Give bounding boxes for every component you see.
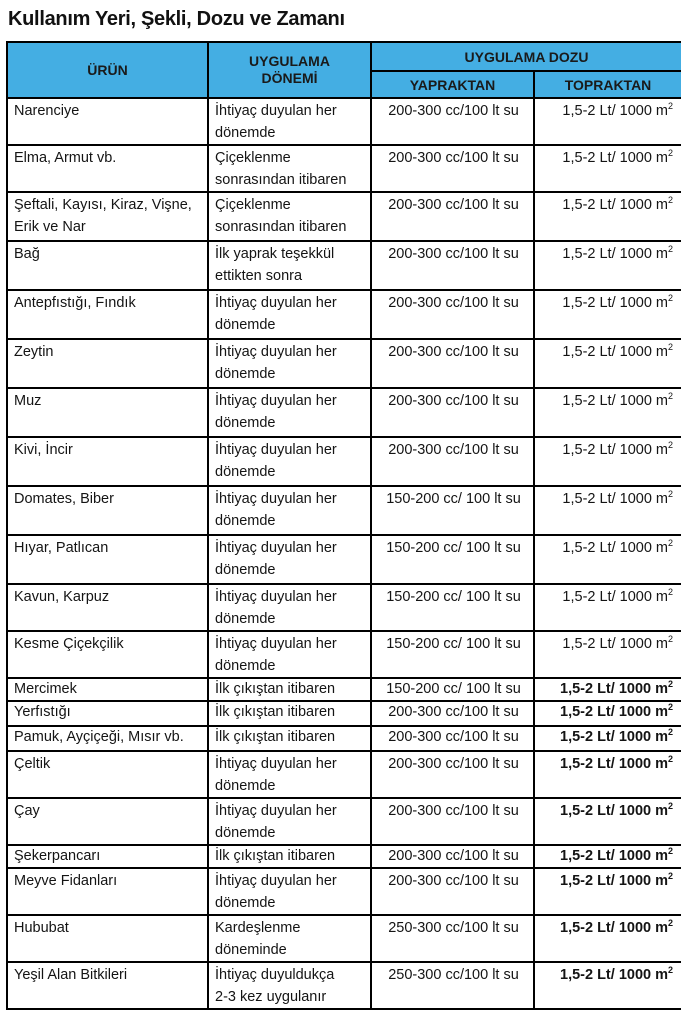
cell-soil	[534, 631, 681, 678]
table-row	[7, 631, 681, 678]
soil-dose: 1,5-2 Lt/ 1000 m	[562, 393, 668, 409]
period-line2: dönemde	[215, 513, 276, 529]
soil-unit-exponent: 2	[668, 342, 674, 353]
cell-foliar	[371, 798, 534, 845]
table-body	[7, 98, 681, 1009]
cell-soil	[534, 535, 681, 584]
cell-period	[208, 145, 371, 192]
cell-foliar	[371, 584, 534, 631]
foliar-dose: 150-200 cc/ 100 lt su	[386, 491, 521, 507]
foliar-dose: 200-300 cc/100 lt su	[388, 848, 519, 864]
period-line1: İhtiyaç duyulan her	[215, 589, 337, 605]
cell-foliar	[371, 701, 534, 726]
period-line1: İhtiyaç duyuldukça	[215, 967, 335, 983]
period-line1: İhtiyaç duyulan her	[215, 442, 337, 458]
cell-soil	[534, 678, 681, 701]
cell-soil	[534, 98, 681, 145]
soil-unit-exponent: 2	[668, 965, 674, 976]
cell-period	[208, 798, 371, 845]
product-name: Çeltik	[14, 756, 51, 772]
cell-foliar	[371, 241, 534, 290]
period-line2: dönemde	[215, 125, 276, 141]
soil-unit-exponent: 2	[668, 918, 674, 929]
product-name: Yerfıstığı	[14, 704, 71, 720]
product-name: Narenciye	[14, 103, 80, 119]
cell-period	[208, 437, 371, 486]
cell-soil	[534, 962, 681, 1009]
soil-dose: 1,5-2 Lt/ 1000 m	[562, 344, 668, 360]
period-line2: dönemde	[215, 895, 276, 911]
soil-dose: 1,5-2 Lt/ 1000 m	[562, 589, 668, 605]
cell-foliar	[371, 678, 534, 701]
period-line1: İlk çıkıştan itibaren	[215, 681, 336, 697]
period-line1: İhtiyaç duyulan her	[215, 803, 337, 819]
period-line1: İhtiyaç duyulan her	[215, 756, 337, 772]
cell-period	[208, 241, 371, 290]
cell-product	[7, 486, 208, 535]
cell-soil	[534, 241, 681, 290]
soil-unit-exponent: 2	[668, 195, 674, 206]
product-name: Elma, Armut vb.	[14, 150, 117, 166]
cell-product	[7, 437, 208, 486]
cell-period	[208, 701, 371, 726]
foliar-dose: 200-300 cc/100 lt su	[388, 704, 519, 720]
table-row	[7, 98, 681, 145]
soil-unit-exponent: 2	[668, 440, 674, 451]
period-line1: İlk çıkıştan itibaren	[215, 848, 336, 864]
cell-foliar	[371, 486, 534, 535]
soil-dose: 1,5-2 Lt/ 1000 m	[560, 729, 668, 745]
soil-dose: 1,5-2 Lt/ 1000 m	[562, 150, 668, 166]
period-line1: İhtiyaç duyulan her	[215, 491, 337, 507]
table-row	[7, 678, 681, 701]
foliar-dose: 150-200 cc/ 100 lt su	[386, 589, 521, 605]
cell-period	[208, 290, 371, 339]
cell-soil	[534, 290, 681, 339]
period-line1: İhtiyaç duyulan her	[215, 393, 337, 409]
foliar-dose: 200-300 cc/100 lt su	[388, 150, 519, 166]
table-row	[7, 192, 681, 241]
period-line1: İhtiyaç duyulan her	[215, 103, 337, 119]
period-line1: Çiçeklenme	[215, 197, 291, 213]
cell-product	[7, 290, 208, 339]
cell-soil	[534, 339, 681, 388]
cell-foliar	[371, 437, 534, 486]
product-name: Şeftali, Kayısı, Kiraz, Vişne,	[14, 197, 192, 213]
product-name: Meyve Fidanları	[14, 873, 118, 889]
period-line1: İlk çıkıştan itibaren	[215, 704, 336, 720]
cell-soil	[534, 868, 681, 915]
foliar-dose: 250-300 cc/100 lt su	[388, 920, 519, 936]
soil-dose: 1,5-2 Lt/ 1000 m	[562, 197, 668, 213]
cell-product	[7, 798, 208, 845]
header-foliar: YAPRAKTAN	[371, 71, 534, 98]
period-line2: dönemde	[215, 562, 276, 578]
table-row	[7, 535, 681, 584]
soil-unit-exponent: 2	[668, 293, 674, 304]
cell-period	[208, 845, 371, 868]
cell-foliar	[371, 868, 534, 915]
cell-period	[208, 388, 371, 437]
product-name: Hıyar, Patlıcan	[14, 540, 109, 556]
cell-soil	[534, 751, 681, 798]
product-name: Bağ	[14, 246, 40, 262]
cell-foliar	[371, 388, 534, 437]
cell-product	[7, 339, 208, 388]
table-row	[7, 962, 681, 1009]
cell-foliar	[371, 845, 534, 868]
foliar-dose: 200-300 cc/100 lt su	[388, 442, 519, 458]
cell-soil	[534, 584, 681, 631]
header-product: ÜRÜN	[7, 42, 208, 98]
soil-unit-exponent: 2	[668, 727, 674, 738]
soil-unit-exponent: 2	[668, 871, 674, 882]
page-title: Kullanım Yeri, Şekli, Dozu ve Zamanı	[8, 8, 345, 30]
header-dose: UYGULAMA DOZU	[371, 42, 681, 71]
cell-period	[208, 678, 371, 701]
cell-foliar	[371, 192, 534, 241]
foliar-dose: 200-300 cc/100 lt su	[388, 873, 519, 889]
soil-dose: 1,5-2 Lt/ 1000 m	[560, 920, 668, 936]
cell-foliar	[371, 290, 534, 339]
soil-dose: 1,5-2 Lt/ 1000 m	[560, 873, 668, 889]
foliar-dose: 200-300 cc/100 lt su	[388, 295, 519, 311]
period-line2: dönemde	[215, 415, 276, 431]
table-row	[7, 868, 681, 915]
foliar-dose: 200-300 cc/100 lt su	[388, 103, 519, 119]
cell-product	[7, 915, 208, 962]
product-name: Kavun, Karpuz	[14, 589, 110, 605]
period-line1: İhtiyaç duyulan her	[215, 295, 337, 311]
table-row	[7, 145, 681, 192]
period-line2: dönemde	[215, 611, 276, 627]
header-soil: TOPRAKTAN	[534, 71, 681, 98]
product-name: Antepfıstığı, Fındık	[14, 295, 136, 311]
soil-dose: 1,5-2 Lt/ 1000 m	[562, 491, 668, 507]
cell-product	[7, 726, 208, 751]
product-name: Domates, Biber	[14, 491, 114, 507]
cell-period	[208, 631, 371, 678]
foliar-dose: 250-300 cc/100 lt su	[388, 967, 519, 983]
cell-period	[208, 868, 371, 915]
product-name: Mercimek	[14, 681, 77, 697]
product-name-line2: Erik ve Nar	[14, 219, 86, 235]
period-line2: dönemde	[215, 317, 276, 333]
product-name: Zeytin	[14, 344, 54, 360]
foliar-dose: 150-200 cc/ 100 lt su	[386, 636, 521, 652]
cell-product	[7, 701, 208, 726]
table-row	[7, 241, 681, 290]
period-line2: dönemde	[215, 366, 276, 382]
foliar-dose: 200-300 cc/100 lt su	[388, 803, 519, 819]
dosage-table	[6, 41, 681, 1010]
soil-unit-exponent: 2	[668, 148, 674, 159]
foliar-dose: 150-200 cc/ 100 lt su	[386, 540, 521, 556]
table-row	[7, 726, 681, 751]
soil-dose: 1,5-2 Lt/ 1000 m	[560, 848, 668, 864]
cell-soil	[534, 701, 681, 726]
product-name: Kivi, İncir	[14, 442, 73, 458]
product-name: Yeşil Alan Bitkileri	[14, 967, 128, 983]
foliar-dose: 200-300 cc/100 lt su	[388, 729, 519, 745]
cell-product	[7, 388, 208, 437]
period-line2: dönemde	[215, 464, 276, 480]
cell-period	[208, 751, 371, 798]
period-line2: döneminde	[215, 942, 287, 958]
product-name: Kesme Çiçekçilik	[14, 636, 124, 652]
table-row	[7, 798, 681, 845]
soil-dose: 1,5-2 Lt/ 1000 m	[560, 704, 668, 720]
foliar-dose: 200-300 cc/100 lt su	[388, 246, 519, 262]
soil-dose: 1,5-2 Lt/ 1000 m	[560, 967, 668, 983]
product-name: Muz	[14, 393, 42, 409]
soil-dose: 1,5-2 Lt/ 1000 m	[562, 540, 668, 556]
cell-period	[208, 915, 371, 962]
soil-unit-exponent: 2	[668, 489, 674, 500]
cell-product	[7, 98, 208, 145]
cell-soil	[534, 437, 681, 486]
foliar-dose: 200-300 cc/100 lt su	[388, 344, 519, 360]
table-row	[7, 486, 681, 535]
soil-dose: 1,5-2 Lt/ 1000 m	[562, 636, 668, 652]
soil-dose: 1,5-2 Lt/ 1000 m	[562, 246, 668, 262]
period-line2: 2-3 kez uygulanır	[215, 989, 327, 1005]
cell-soil	[534, 915, 681, 962]
period-line1: İlk çıkıştan itibaren	[215, 729, 336, 745]
cell-period	[208, 339, 371, 388]
cell-soil	[534, 388, 681, 437]
product-name: Hububat	[14, 920, 69, 936]
cell-soil	[534, 726, 681, 751]
product-name: Şekerpancarı	[14, 848, 101, 864]
cell-period	[208, 535, 371, 584]
soil-unit-exponent: 2	[668, 538, 674, 549]
cell-soil	[534, 798, 681, 845]
soil-unit-exponent: 2	[668, 391, 674, 402]
soil-unit-exponent: 2	[668, 801, 674, 812]
cell-soil	[534, 192, 681, 241]
period-line1: Çiçeklenme	[215, 150, 291, 166]
soil-unit-exponent: 2	[668, 679, 674, 690]
cell-product	[7, 145, 208, 192]
foliar-dose: 200-300 cc/100 lt su	[388, 197, 519, 213]
cell-foliar	[371, 339, 534, 388]
table-row	[7, 437, 681, 486]
cell-product	[7, 868, 208, 915]
table-row	[7, 845, 681, 868]
table-row	[7, 751, 681, 798]
table-row	[7, 584, 681, 631]
soil-unit-exponent: 2	[668, 587, 674, 598]
soil-dose: 1,5-2 Lt/ 1000 m	[560, 681, 668, 697]
cell-product	[7, 584, 208, 631]
cell-product	[7, 192, 208, 241]
table-row	[7, 290, 681, 339]
cell-period	[208, 486, 371, 535]
cell-period	[208, 192, 371, 241]
soil-dose: 1,5-2 Lt/ 1000 m	[562, 442, 668, 458]
cell-period	[208, 962, 371, 1009]
soil-dose: 1,5-2 Lt/ 1000 m	[562, 103, 668, 119]
foliar-dose: 150-200 cc/ 100 lt su	[386, 681, 521, 697]
cell-foliar	[371, 535, 534, 584]
soil-dose: 1,5-2 Lt/ 1000 m	[560, 756, 668, 772]
table-row	[7, 388, 681, 437]
period-line2: dönemde	[215, 825, 276, 841]
cell-soil	[534, 145, 681, 192]
soil-dose: 1,5-2 Lt/ 1000 m	[562, 295, 668, 311]
cell-product	[7, 241, 208, 290]
soil-dose: 1,5-2 Lt/ 1000 m	[560, 803, 668, 819]
soil-unit-exponent: 2	[668, 634, 674, 645]
header-period: UYGULAMA DÖNEMİ	[208, 42, 371, 98]
soil-unit-exponent: 2	[668, 244, 674, 255]
soil-unit-exponent: 2	[668, 754, 674, 765]
period-line1: İlk yaprak teşekkül	[215, 246, 335, 262]
cell-soil	[534, 486, 681, 535]
cell-foliar	[371, 98, 534, 145]
period-line2: sonrasından itibaren	[215, 172, 347, 188]
soil-unit-exponent: 2	[668, 101, 674, 112]
cell-period	[208, 726, 371, 751]
period-line1: İhtiyaç duyulan her	[215, 344, 337, 360]
period-line1: İhtiyaç duyulan her	[215, 873, 337, 889]
table-row	[7, 915, 681, 962]
product-name: Çay	[14, 803, 40, 819]
cell-product	[7, 962, 208, 1009]
cell-product	[7, 535, 208, 584]
period-line2: ettikten sonra	[215, 268, 303, 284]
product-name: Pamuk, Ayçiçeği, Mısır vb.	[14, 729, 184, 745]
cell-product	[7, 845, 208, 868]
cell-period	[208, 98, 371, 145]
cell-product	[7, 631, 208, 678]
cell-period	[208, 584, 371, 631]
period-line1: Kardeşlenme	[215, 920, 301, 936]
table-row	[7, 701, 681, 726]
foliar-dose: 200-300 cc/100 lt su	[388, 393, 519, 409]
period-line1: İhtiyaç duyulan her	[215, 636, 337, 652]
period-line2: dönemde	[215, 658, 276, 674]
soil-unit-exponent: 2	[668, 846, 674, 857]
period-line2: dönemde	[215, 778, 276, 794]
cell-soil	[534, 845, 681, 868]
cell-foliar	[371, 145, 534, 192]
soil-unit-exponent: 2	[668, 702, 674, 713]
table-row	[7, 339, 681, 388]
cell-foliar	[371, 915, 534, 962]
cell-product	[7, 678, 208, 701]
period-line2: sonrasından itibaren	[215, 219, 347, 235]
cell-foliar	[371, 751, 534, 798]
cell-product	[7, 751, 208, 798]
cell-foliar	[371, 726, 534, 751]
period-line1: İhtiyaç duyulan her	[215, 540, 337, 556]
cell-foliar	[371, 631, 534, 678]
foliar-dose: 200-300 cc/100 lt su	[388, 756, 519, 772]
cell-foliar	[371, 962, 534, 1009]
